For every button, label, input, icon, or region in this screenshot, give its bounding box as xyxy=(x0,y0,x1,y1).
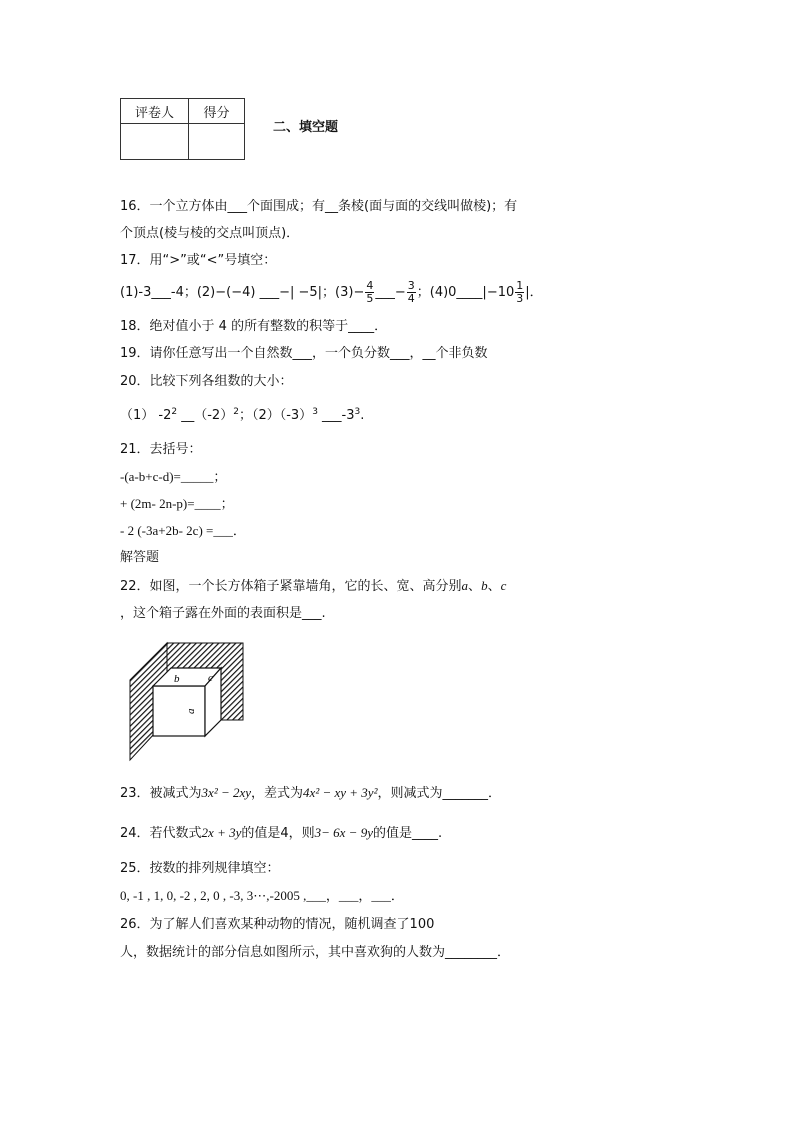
question-25-head: 25．按数的排列规律填空： xyxy=(120,861,280,876)
q17-part4: |． xyxy=(525,285,543,301)
question-20-head: 20．比较下列各组数的大小： xyxy=(120,374,293,389)
fraction-denominator: 5 xyxy=(366,292,374,306)
q24-text-mid: 的值是4，则 xyxy=(241,826,315,841)
fraction-denominator: 3 xyxy=(516,292,524,306)
q17-part2: ___− xyxy=(375,285,406,301)
exponent: 2 xyxy=(233,407,239,417)
fraction-denominator: 4 xyxy=(407,292,415,306)
score-table-score-header: 得分 xyxy=(189,99,245,124)
score-table-grader-cell xyxy=(121,124,189,160)
question-25-sequence: 0, -1 , 1, 0, -2 , 2, 0 , -3, 3⋯,-2005 ,___，___，___． xyxy=(120,888,404,903)
fraction-numerator: 4 xyxy=(366,279,374,292)
section-title: 二、填空题 xyxy=(273,120,339,135)
answer-section-title: 解答题 xyxy=(120,550,160,565)
exponent: 3 xyxy=(312,407,318,417)
label-b: b xyxy=(174,673,180,685)
question-17-parts xyxy=(120,280,543,306)
var-c: c xyxy=(500,578,507,593)
separator: 、 xyxy=(468,579,482,594)
q20-part-a: （1） -2 xyxy=(120,408,172,423)
box-corner-figure xyxy=(125,640,249,764)
fraction-numerator: 3 xyxy=(407,279,415,292)
question-18: 18．绝对值小于 4 的所有整数的积等于____． xyxy=(120,319,388,334)
q24-expr1: 2x + 3y xyxy=(201,825,242,840)
question-19: 19．请你任意写出一个自然数___，一个负分数___，__个非负数 xyxy=(120,346,488,361)
q23-expr1: 3x² − 2xy xyxy=(201,785,252,800)
question-21-head: 21．去括号： xyxy=(120,442,202,457)
exponent: 3 xyxy=(354,407,361,417)
separator: 、 xyxy=(487,579,501,594)
q24-text-post: 的值是____. xyxy=(372,826,443,841)
q20-part-d: ___-3 xyxy=(317,408,355,423)
question-16-line2: 个顶点(棱与棱的交点叫顶点)． xyxy=(120,226,300,241)
label-c: c xyxy=(208,672,213,684)
question-21-line3: - 2 (-3a+2b- 2c) =___． xyxy=(120,523,246,538)
question-21-line1: -(a-b+c-d)=_____； xyxy=(120,469,227,484)
score-table-grader-header: 评卷人 xyxy=(121,99,189,124)
q24-expr2: 3− 6x − 9y xyxy=(314,825,373,840)
q20-part-c: ；（2）（-3） xyxy=(238,408,313,423)
fraction-4-5 xyxy=(365,280,374,305)
q24-text-pre: 24．若代数式 xyxy=(120,826,202,841)
question-24 xyxy=(120,826,442,840)
fraction-1-3 xyxy=(515,280,524,305)
q23-text-post: ，则减式为_______． xyxy=(377,786,501,801)
q23-text-pre: 23．被减式为 xyxy=(120,786,202,801)
fraction-3-4 xyxy=(407,280,416,305)
question-22-line2: ，这个箱子露在外面的表面积是___. xyxy=(120,606,326,621)
score-table-score-cell xyxy=(189,124,245,160)
question-26-line1: 26．为了解人们喜欢某种动物的情况，随机调查了100 xyxy=(120,917,435,932)
question-16-line1: 16．一个立方体由___个面围成；有__条棱(面与面的交线叫做棱)；有 xyxy=(120,199,518,214)
question-23 xyxy=(120,786,501,800)
var-b: b xyxy=(481,578,488,593)
q17-part1: (1)-3___-4；(2)−(−4) ___−| −5|；(3)− xyxy=(120,285,365,301)
question-17-head: 17．用“>”或“<”号填空： xyxy=(120,253,277,268)
q20-part-e: . xyxy=(360,408,365,423)
q17-part3: ；(4)0____|−10 xyxy=(416,285,515,301)
var-a: a xyxy=(461,578,469,593)
question-21-line2: + (2m- 2n-p)=____； xyxy=(120,496,234,511)
label-a: a xyxy=(185,708,197,714)
q23-expr2: 4x² − xy + 3y² xyxy=(303,785,378,800)
question-20-compare xyxy=(120,408,364,422)
question-22-line1 xyxy=(120,579,506,593)
score-table xyxy=(120,98,245,160)
exponent: 2 xyxy=(171,407,178,417)
q20-part-b: __（-2） xyxy=(177,408,234,423)
fraction-numerator: 1 xyxy=(516,279,524,292)
question-26-line2: 人，数据统计的部分信息如图所示，其中喜欢狗的人数为________． xyxy=(120,945,511,960)
box-front-face xyxy=(153,686,205,736)
q23-text-mid: ，差式为 xyxy=(251,786,304,801)
q22-text: 22．如图，一个长方体箱子紧靠墙角，它的长、宽、高分别 xyxy=(120,579,462,594)
